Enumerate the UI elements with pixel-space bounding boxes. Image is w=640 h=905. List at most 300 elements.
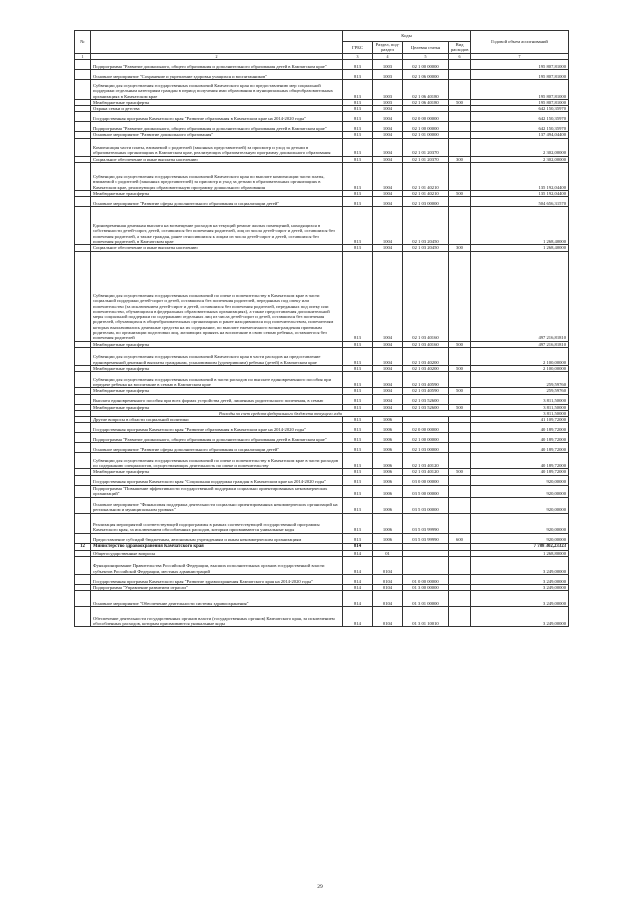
row-grbs: 814 (343, 585, 373, 591)
row-num (75, 372, 91, 388)
row-amount: 40 189,72000 (471, 469, 569, 475)
row-target-article: 01 0 00 00000 (403, 575, 449, 585)
row-grbs: 813 (343, 347, 373, 365)
row-name: Выплата единовременного пособия при всех формах устройства детей, лишенных родительского попечения, в семью (91, 394, 343, 404)
row-name: Субвенции для осуществления государственных полномочий по опеке и попечительству в Камчатском крае в части социальной поддержки детей-сирот и детей, оставшихся без попечения родителей, переданных под опеку или попечительство (за исключением детей-сирот и детей, оставшихся без попечения родителей, переданных под опеку или попечительство, обучающихся в федеральных образовательных организациях), а также предоставления дополнительной меры социальной поддержки по содержанию отдельных лиц из числа детей-сирот и детей, оставшихся без попечения родителей, обучающихся в общеобразовательных организациях и ранее находившихся под попечительством, попечителям которых выплачивались денежные средства на их содержание, по выплате ежемесячного вознаграждения приемным родителям, по организации подготовки лиц, желающих принять на воспитание в свою семью ребенка, оставшегося без попечения родителей (91, 251, 343, 341)
row-name: Единовременная денежная выплата на возмещение расходов на текущий ремонт жилых помещений, находящихся в собственности детей-сирот, детей, оставшихся без попечения родителей, лиц из числа детей-сирот и детей, оставшихся без попечения родителей, а также граждан, ранее относившихся к лицам из числа детей-сирот и детей, оставшихся без попечения родителей, в Камчатском крае (91, 207, 343, 245)
row-amount: 920,00000 (471, 475, 569, 485)
row-name: Межбюджетные трансферты (91, 388, 343, 394)
row-target-article: 02 1 03 40590 (403, 372, 449, 388)
row-name: Социальное обеспечение и иные выплаты населению (91, 245, 343, 251)
row-amount: 2 100,00000 (471, 347, 569, 365)
row-grbs: 814 (343, 591, 373, 607)
row-num (75, 394, 91, 404)
row-expense-type (449, 453, 471, 469)
row-grbs: 813 (343, 469, 373, 475)
row-expense-type: 500 (449, 99, 471, 105)
row-grbs: 813 (343, 156, 373, 162)
row-amount: 40 189,72000 (471, 423, 569, 433)
row-expense-type: 500 (449, 191, 471, 197)
row-razdel: 1006 (373, 497, 403, 513)
table-row (75, 433, 569, 443)
row-name: Основное мероприятие "Развитие сферы дополнительного образования и социализации детей" (91, 197, 343, 207)
row-name: Подпрограмма "Управление развитием отрасли" (91, 585, 343, 591)
row-amount: 135 192,04400 (471, 191, 569, 197)
row-razdel: 1004 (373, 347, 403, 365)
row-razdel: 0104 (373, 575, 403, 585)
row-expense-type: 500 (449, 388, 471, 394)
row-amount: 3 811,50000 (471, 410, 569, 416)
row-amount: 2 100,00000 (471, 365, 569, 371)
row-name: Компенсация части платы, взимаемой с родителей (законных представителей) за присмотр и уход за детьми в образовательных организациях в Камчатском крае, реализующих образовательную программу дошкольного образования (91, 138, 343, 156)
row-name: Межбюджетные трансферты (91, 404, 343, 410)
row-amount: 3 249,00000 (471, 591, 569, 607)
row-grbs: 814 (343, 557, 373, 575)
row-target-article: 03 0 00 00000 (403, 475, 449, 485)
col-num-7: 7 (471, 53, 569, 59)
row-razdel: 0104 (373, 585, 403, 591)
row-num (75, 485, 91, 497)
row-razdel: 1004 (373, 207, 403, 245)
row-name: Межбюджетные трансферты (91, 99, 343, 105)
row-amount: 195 807,81000 (471, 69, 569, 79)
table-row (75, 607, 569, 627)
table-row (75, 485, 569, 497)
row-target-article: 02 1 03 40120 (403, 469, 449, 475)
row-grbs: 813 (343, 417, 373, 423)
row-num (75, 433, 91, 443)
row-target-article (403, 557, 449, 575)
row-grbs: 814 (343, 550, 373, 556)
row-amount: 3 249,00000 (471, 575, 569, 585)
row-grbs: 813 (343, 251, 373, 341)
table-row (75, 207, 569, 245)
row-amount: 259,59760 (471, 372, 569, 388)
row-name: Министерство здравоохранения Камчатского края (91, 543, 343, 550)
table-row (75, 443, 569, 453)
row-razdel: 1004 (373, 112, 403, 122)
row-expense-type (449, 423, 471, 433)
row-razdel: 1004 (373, 163, 403, 191)
row-amount: 40 189,72000 (471, 453, 569, 469)
row-razdel: 1004 (373, 197, 403, 207)
row-target-article: 02 1 03 00000 (403, 443, 449, 453)
row-razdel: 1003 (373, 59, 403, 69)
row-target-article: 01 3 01 00000 (403, 591, 449, 607)
row-num (75, 513, 91, 533)
row-razdel: 1003 (373, 69, 403, 79)
row-expense-type: 600 (449, 533, 471, 543)
row-expense-type: 500 (449, 404, 471, 410)
table-row (75, 69, 569, 79)
row-amount: 497 216,81810 (471, 341, 569, 347)
row-grbs: 813 (343, 112, 373, 122)
row-name: Функционирование Правительства Российской Федерации, высших исполнительных органов государственной власти субъектов Российской Федерации, местных администраций (91, 557, 343, 575)
header-vr: Вид расходов (449, 42, 471, 54)
row-grbs: 813 (343, 69, 373, 79)
row-razdel: 1006 (373, 485, 403, 497)
row-target-article: 01 3 00 00000 (403, 585, 449, 591)
row-name: Основное мероприятие "Финансовая поддержка деятельности социально ориентированных некоммерческих организаций на региональном и муниципальном уровнях" (91, 497, 343, 513)
row-expense-type: 500 (449, 469, 471, 475)
row-razdel: 0104 (373, 557, 403, 575)
row-razdel: 1004 (373, 191, 403, 197)
row-target-article: 03 5 03 00000 (403, 497, 449, 513)
row-expense-type (449, 163, 471, 191)
row-num (75, 497, 91, 513)
row-num (75, 557, 91, 575)
row-expense-type (449, 59, 471, 69)
row-num (75, 138, 91, 156)
row-razdel: 1006 (373, 453, 403, 469)
row-target-article: 02 1 03 20450 (403, 245, 449, 251)
row-target-article: 02 1 03 40120 (403, 453, 449, 469)
row-name: Подпрограмма "Развитие дошкольного, общего образования и дополнительного образования детей в Камчатском крае" (91, 433, 343, 443)
header-codes: Коды (343, 31, 471, 42)
row-name: Другие вопросы в области социальной политики (91, 417, 343, 423)
page-number: 29 (317, 884, 323, 890)
row-amount: 642 150,35970 (471, 106, 569, 112)
header-amount: Годовой объем ассигнований (471, 31, 569, 54)
row-grbs: 813 (343, 191, 373, 197)
row-name: Обеспечение деятельности государственных органов власти (государственных органов) Камчатского края, за исключением обособленных расходов, которым присваиваются уникальные коды (91, 607, 343, 627)
row-grbs: 813 (343, 453, 373, 469)
header-grbs: ГРБС (343, 42, 373, 54)
row-num (75, 591, 91, 607)
row-amount: 1 268,40000 (471, 207, 569, 245)
row-grbs: 813 (343, 163, 373, 191)
row-grbs: 813 (343, 79, 373, 99)
row-amount: 3 811,50000 (471, 404, 569, 410)
row-name: Охрана семьи и детства (91, 106, 343, 112)
row-grbs: 813 (343, 341, 373, 347)
row-num (75, 122, 91, 132)
row-razdel: 1004 (373, 138, 403, 156)
row-expense-type (449, 122, 471, 132)
row-amount: 259,59760 (471, 388, 569, 394)
row-name: Субвенции для осуществления государственных полномочий по опеке и попечительству в Камчатском крае в части расходов по содержанию специалистов, осуществляющих деятельность по опеке и попечительству (91, 453, 343, 469)
row-grbs: 813 (343, 99, 373, 105)
row-grbs: 813 (343, 122, 373, 132)
row-amount: 2 302,00000 (471, 138, 569, 156)
row-razdel: 0104 (373, 591, 403, 607)
row-num (75, 423, 91, 433)
row-amount: 2 302,00000 (471, 156, 569, 162)
row-razdel: 1004 (373, 122, 403, 132)
row-amount: 40 189,72000 (471, 433, 569, 443)
row-num (75, 453, 91, 469)
row-name: Предоставление субсидий бюджетным, автономным учреждениям и иным некоммерческим организациям (91, 533, 343, 543)
row-target-article: 02 1 01 20370 (403, 138, 449, 156)
row-expense-type (449, 372, 471, 388)
row-amount: 1 268,40000 (471, 245, 569, 251)
row-target-article: 02 1 00 00000 (403, 122, 449, 132)
row-expense-type: 300 (449, 245, 471, 251)
row-target-article: 02 1 03 52600 (403, 394, 449, 404)
header-razdel: Раздел, под-раздел (373, 42, 403, 54)
row-target-article: 02 1 06 00000 (403, 69, 449, 79)
row-razdel: 1004 (373, 245, 403, 251)
row-num (75, 443, 91, 453)
row-grbs: 813 (343, 443, 373, 453)
row-razdel: 1004 (373, 341, 403, 347)
row-razdel: 1004 (373, 365, 403, 371)
table-row (75, 591, 569, 607)
row-name: Межбюджетные трансферты (91, 469, 343, 475)
row-name: Субвенции для осуществления государственных полномочий Камчатского края по предоставлению мер социальной поддержки отдельным категориям граждан в период получения ими образования в муниципальных общеобразовательных организациях в Камчатском крае (91, 79, 343, 99)
row-grbs: 813 (343, 533, 373, 543)
row-razdel: 1003 (373, 99, 403, 105)
row-grbs: 813 (343, 245, 373, 251)
row-grbs: 813 (343, 475, 373, 485)
table-row (75, 543, 569, 550)
table-row (75, 533, 569, 543)
row-expense-type (449, 485, 471, 497)
row-name: Государственная программа Камчатского края "Развитие образования в Камчатском крае на 2014-2020 годы" (91, 112, 343, 122)
row-name: Реализация мероприятий соответствующей подпрограммы в рамках соответствующей государственной программы Камчатского края, за исключением обособленных расходов, которым присваиваются уникальные коды (91, 513, 343, 533)
row-amount: 41 109,72000 (471, 417, 569, 423)
row-razdel: 1006 (373, 433, 403, 443)
row-grbs: 813 (343, 513, 373, 533)
row-razdel: 1003 (373, 79, 403, 99)
row-expense-type (449, 394, 471, 404)
col-num-1: 1 (75, 53, 91, 59)
row-target-article: 02 1 06 40180 (403, 79, 449, 99)
row-razdel (373, 543, 403, 550)
row-name: Подпрограмма "Повышение эффективности государственной поддержки социально ориентированных некоммерческих организаций" (91, 485, 343, 497)
row-expense-type (449, 433, 471, 443)
row-amount: 920,00000 (471, 533, 569, 543)
row-grbs: 813 (343, 106, 373, 112)
row-name: Субвенции для осуществления государственных полномочий в части расходов по выплате единовременного пособия при передаче ребенка на воспитание в семью в Камчатском крае (91, 372, 343, 388)
row-expense-type (449, 475, 471, 485)
row-grbs: 813 (343, 388, 373, 394)
row-name: Подпрограмма "Развитие дошкольного, общего образования и дополнительного образования детей в Камчатском крае" (91, 122, 343, 132)
row-name: Межбюджетные трансферты (91, 341, 343, 347)
row-amount: 137 494,04400 (471, 132, 569, 138)
row-target-article: 02 1 01 00000 (403, 132, 449, 138)
row-razdel: 1006 (373, 533, 403, 543)
table-row (75, 475, 569, 485)
row-expense-type (449, 112, 471, 122)
row-amount: 3 249,00000 (471, 607, 569, 627)
row-target-article: 01 3 01 10010 (403, 607, 449, 627)
row-grbs: 813 (343, 394, 373, 404)
row-amount: 195 807,81000 (471, 79, 569, 99)
row-amount: 642 150,35970 (471, 112, 569, 122)
row-expense-type (449, 557, 471, 575)
col-num-6: 6 (449, 53, 471, 59)
row-target-article: 02 1 03 40160 (403, 251, 449, 341)
row-amount: 497 216,81810 (471, 251, 569, 341)
table-row (75, 197, 569, 207)
row-amount: 504 656,31570 (471, 197, 569, 207)
table-row (75, 122, 569, 132)
row-grbs: 813 (343, 485, 373, 497)
row-name: Государственная программа Камчатского края "Развитие образования в Камчатском крае на 2014-2020 годы" (91, 423, 343, 433)
row-name: Межбюджетные трансферты (91, 365, 343, 371)
row-razdel: 0104 (373, 607, 403, 627)
row-name: Социальное обеспечение и иные выплаты населению (91, 156, 343, 162)
table-row (75, 575, 569, 585)
row-name: Общегосударственные вопросы (91, 550, 343, 556)
row-grbs: 813 (343, 497, 373, 513)
row-amount: 135 192,04400 (471, 163, 569, 191)
table-row (75, 347, 569, 365)
row-name: Межбюджетные трансферты (91, 191, 343, 197)
col-num-4: 4 (373, 53, 403, 59)
row-grbs: 813 (343, 59, 373, 69)
header-num: № (75, 31, 91, 54)
row-note: Расходы за счет средств федерального бюджета текущего года (91, 410, 471, 416)
row-target-article: 03 5 00 00000 (403, 485, 449, 497)
row-name: Субвенции для осуществления государственных полномочий Камчатского края в части расходов на предоставление единовременной денежной выплаты гражданам, усыновившим (удочерившим) ребенка (детей) в Камчатском крае (91, 347, 343, 365)
row-expense-type (449, 69, 471, 79)
row-num: 12 (75, 543, 91, 550)
row-razdel: 1004 (373, 132, 403, 138)
row-grbs: 813 (343, 138, 373, 156)
table-row (75, 59, 569, 69)
row-razdel: 1004 (373, 394, 403, 404)
row-target-article: 02 1 03 00000 (403, 197, 449, 207)
row-expense-type (449, 575, 471, 585)
row-expense-type (449, 607, 471, 627)
row-grbs: 813 (343, 197, 373, 207)
row-target-article: 02 1 00 00000 (403, 433, 449, 443)
row-grbs: 813 (343, 207, 373, 245)
row-num (75, 197, 91, 207)
row-expense-type (449, 207, 471, 245)
col-num-5: 5 (403, 53, 449, 59)
row-target-article: 02 0 00 00000 (403, 423, 449, 433)
row-amount: 195 807,81000 (471, 59, 569, 69)
row-target-article: 02 1 00 00000 (403, 59, 449, 69)
row-num (75, 575, 91, 585)
row-amount: 40 189,72000 (471, 443, 569, 453)
row-target-article: 02 1 03 52600 (403, 404, 449, 410)
row-expense-type (449, 443, 471, 453)
row-grbs: 813 (343, 372, 373, 388)
row-target-article (403, 543, 449, 550)
table-row (75, 138, 569, 156)
row-razdel: 1004 (373, 388, 403, 394)
table-row (75, 79, 569, 99)
header-cs: Целевая статья (403, 42, 449, 54)
row-grbs: 813 (343, 132, 373, 138)
row-grbs: 814 (343, 575, 373, 585)
row-num (75, 59, 91, 69)
row-amount: 920,00000 (471, 513, 569, 533)
row-expense-type (449, 347, 471, 365)
row-amount: 642 150,35970 (471, 122, 569, 132)
row-amount: 920,00000 (471, 485, 569, 497)
row-name: Субвенции для осуществления государственных полномочий Камчатского края по выплате компенсации части платы, взимаемой с родителей (законных представителей) за присмотр и уход за детьми в образовательных организациях в Камчатском крае, реализующих образовательную программу дошкольного образования (91, 163, 343, 191)
row-grbs: 814 (343, 607, 373, 627)
row-expense-type: 300 (449, 156, 471, 162)
row-expense-type (449, 197, 471, 207)
row-expense-type (449, 591, 471, 607)
row-expense-type (449, 543, 471, 550)
table-row (75, 423, 569, 433)
row-amount: 195 807,81000 (471, 99, 569, 105)
row-name: Основное мероприятие "Сохранение и укрепление здоровья учащихся и воспитанников" (91, 69, 343, 79)
row-num (75, 607, 91, 627)
row-name: Подпрограмма "Развитие дошкольного, общего образования и дополнительного образования детей в Камчатском крае" (91, 59, 343, 69)
row-expense-type: 500 (449, 365, 471, 371)
row-name: Государственная программа Камчатского края "Социальная поддержка граждан в Камчатском крае на 2014-2020 годы" (91, 475, 343, 485)
row-num (75, 79, 91, 99)
row-target-article: 02 1 03 40590 (403, 388, 449, 394)
row-razdel: 1006 (373, 443, 403, 453)
row-num (75, 251, 91, 341)
row-target-article: 02 1 03 40160 (403, 341, 449, 347)
row-razdel: 1004 (373, 404, 403, 410)
row-expense-type: 500 (449, 341, 471, 347)
row-num (75, 533, 91, 543)
row-amount: 3 249,00000 (471, 585, 569, 591)
table-row (75, 453, 569, 469)
table-row (75, 513, 569, 533)
row-target-article: 02 1 01 40210 (403, 191, 449, 197)
row-razdel: 1004 (373, 156, 403, 162)
row-target-article: 03 5 03 99990 (403, 513, 449, 533)
table-row (75, 557, 569, 575)
row-grbs: 813 (343, 404, 373, 410)
row-grbs: 813 (343, 365, 373, 371)
row-name: Государственная программа Камчатского края "Развитие здравоохранения Камчатского края на 2014-2020 годы" (91, 575, 343, 585)
row-name: Основное мероприятие "Обеспечение деятельности системы здравоохранения" (91, 591, 343, 607)
row-expense-type (449, 513, 471, 533)
row-expense-type (449, 138, 471, 156)
row-razdel: 1006 (373, 469, 403, 475)
row-razdel: 1006 (373, 475, 403, 485)
row-target-article: 02 1 01 40210 (403, 163, 449, 191)
budget-table (74, 30, 569, 627)
row-grbs: 813 (343, 423, 373, 433)
row-num (75, 347, 91, 365)
row-target-article: 02 1 06 40180 (403, 99, 449, 105)
row-amount: 3 249,00000 (471, 557, 569, 575)
col-num-3: 3 (343, 53, 373, 59)
row-num (75, 207, 91, 245)
row-amount: 7 788 302,23323 (471, 543, 569, 550)
row-target-article: 02 1 03 20450 (403, 207, 449, 245)
row-name: Основное мероприятие "Развитие дошкольного образования" (91, 132, 343, 138)
row-target-article: 02 1 03 40200 (403, 347, 449, 365)
row-num (75, 475, 91, 485)
row-razdel: 01 (373, 550, 403, 556)
table-row (75, 372, 569, 388)
row-razdel: 1004 (373, 251, 403, 341)
row-razdel: 1004 (373, 106, 403, 112)
row-grbs: 814 (343, 543, 373, 550)
row-num (75, 69, 91, 79)
row-name: Основное мероприятие "Развитие сферы дополнительного образования и социализации детей" (91, 443, 343, 453)
row-target-article: 02 1 03 40200 (403, 365, 449, 371)
table-row (75, 497, 569, 513)
row-num (75, 112, 91, 122)
table-row (75, 251, 569, 341)
budget-table-page (74, 30, 568, 627)
row-razdel: 1004 (373, 372, 403, 388)
row-amount: 1 268,80000 (471, 550, 569, 556)
row-target-article: 03 5 03 99990 (403, 533, 449, 543)
row-target-article: 02 0 00 00000 (403, 112, 449, 122)
row-target-article: 02 1 01 20370 (403, 156, 449, 162)
row-amount: 920,00000 (471, 497, 569, 513)
header-name: Наименование (91, 31, 343, 54)
col-num-2: 2 (91, 53, 343, 59)
